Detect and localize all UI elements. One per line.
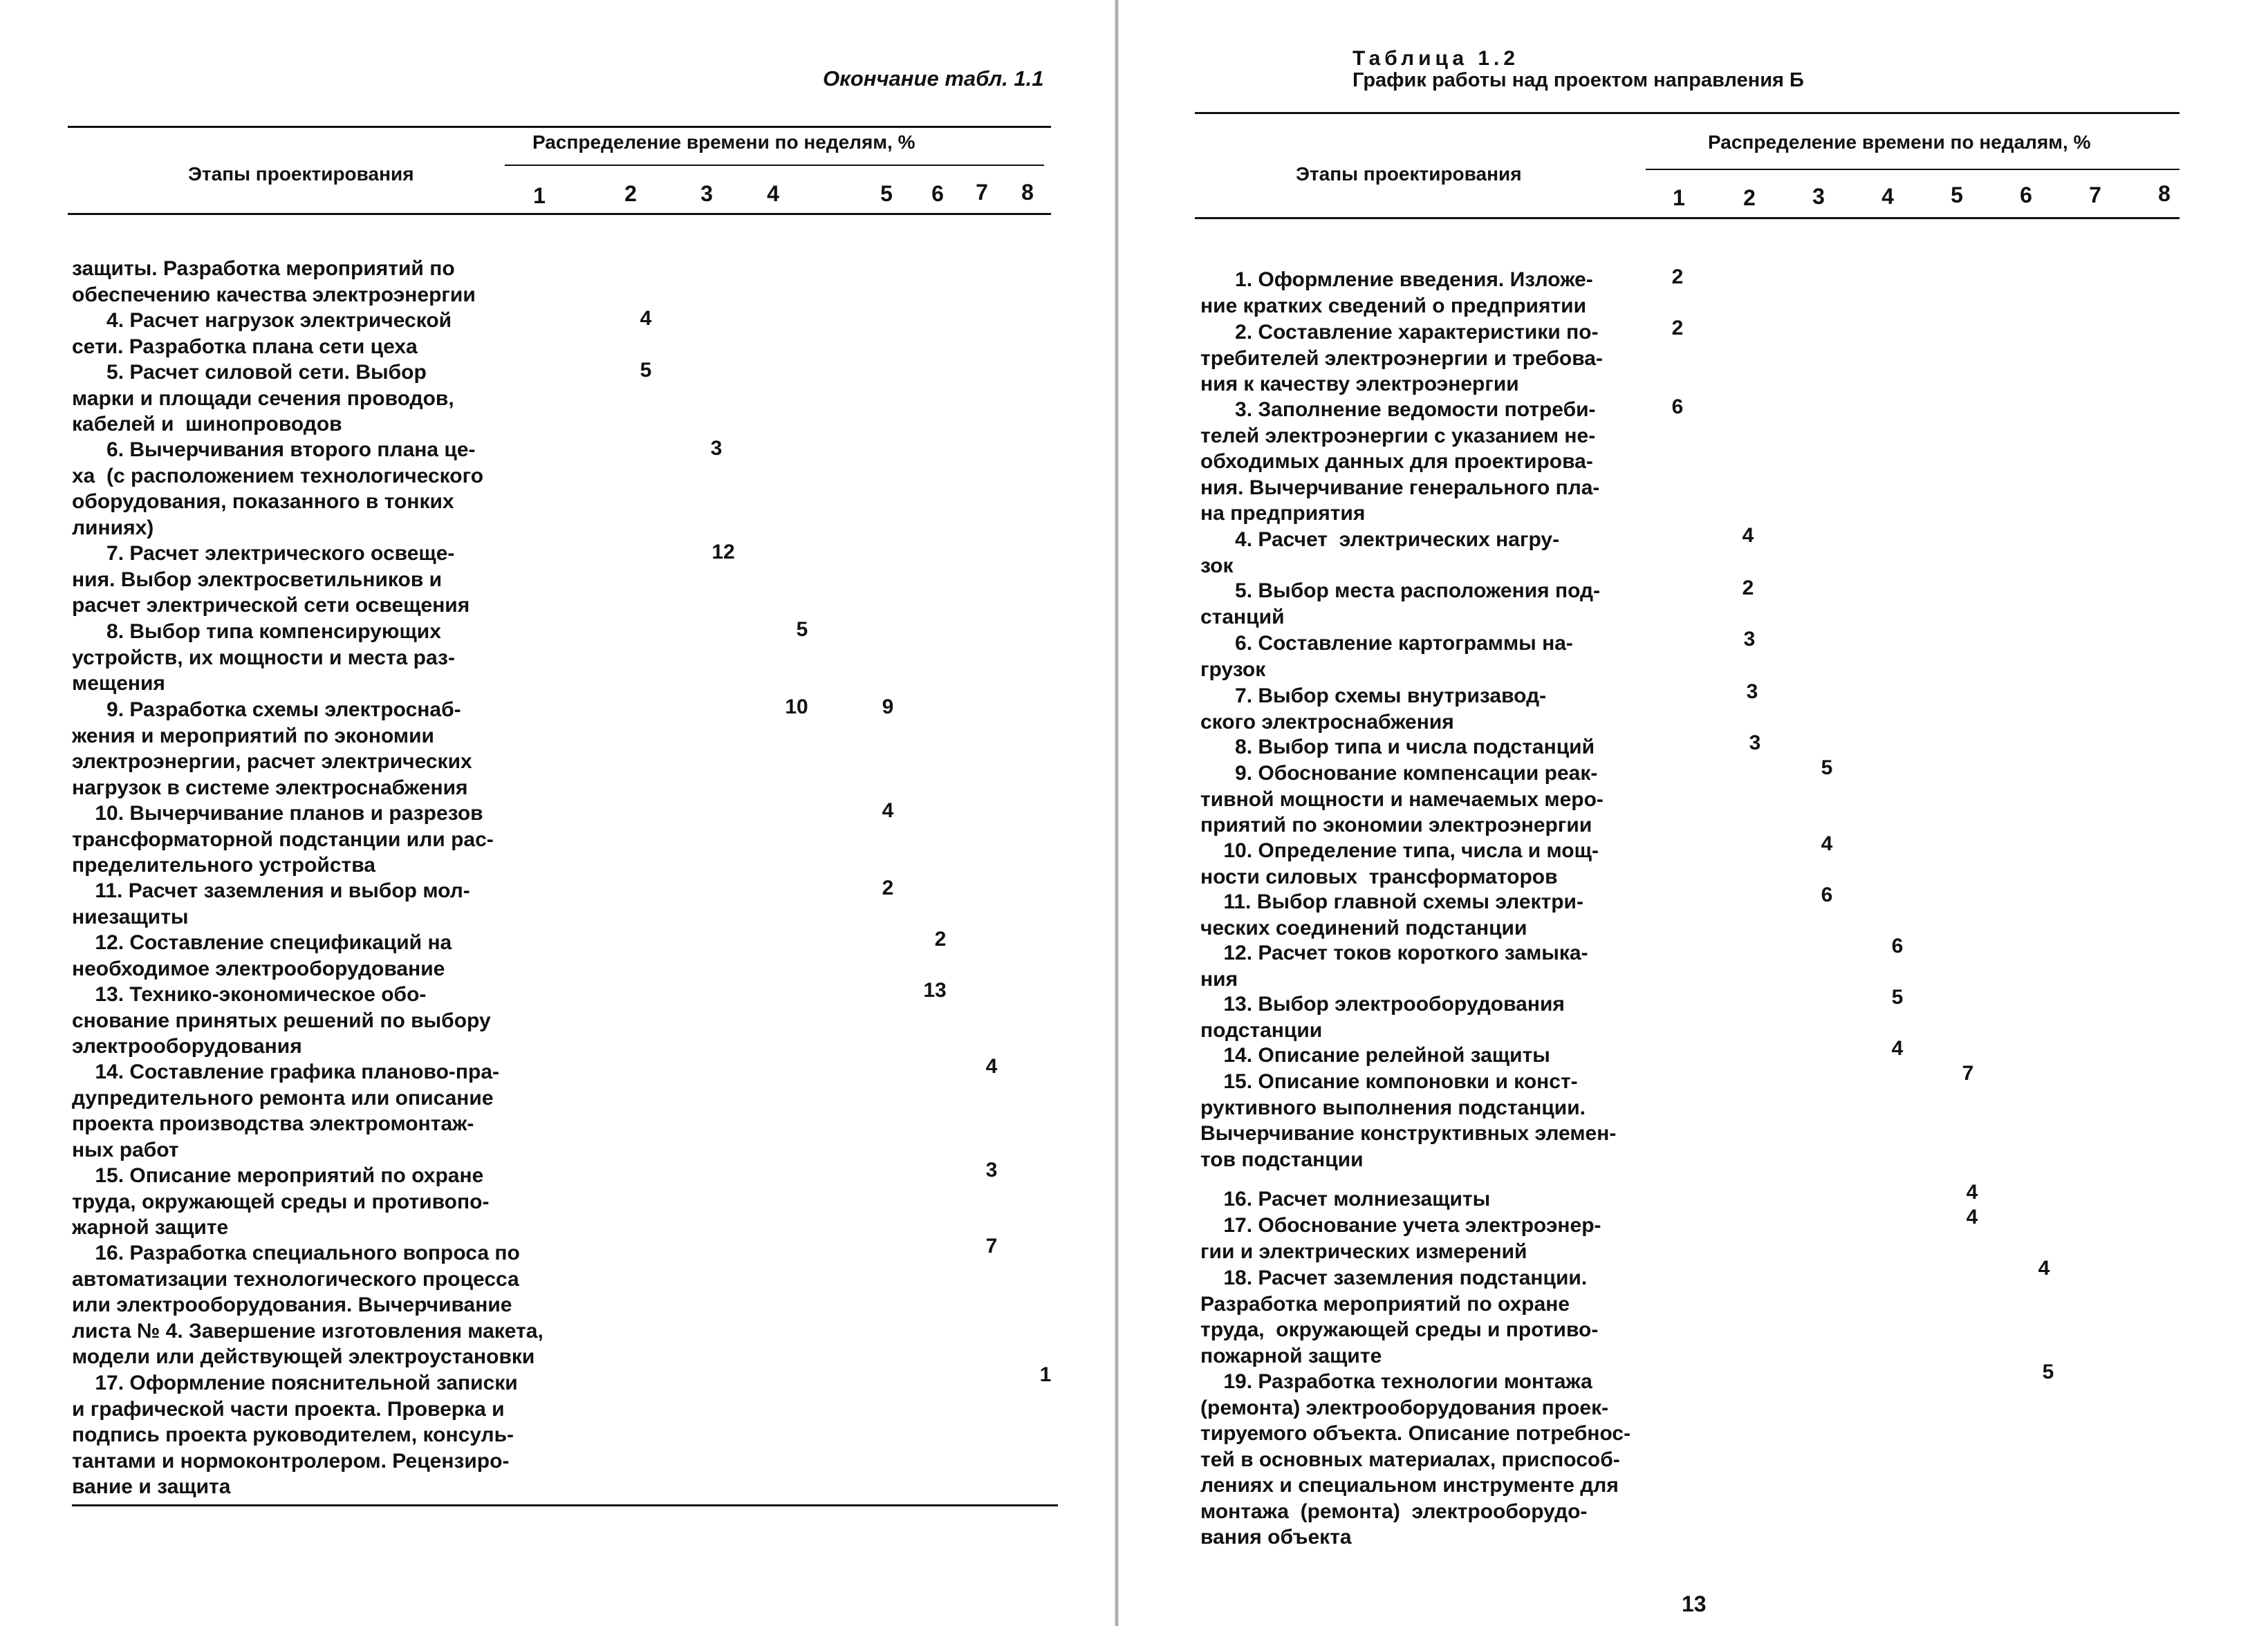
week-header: 2: [624, 181, 637, 206]
page-number: 13: [1682, 1591, 1707, 1616]
continuation-label: Окончание табл. 1.1: [823, 66, 1044, 91]
table-top-rule: [1195, 112, 2179, 114]
week-header: 4: [1881, 184, 1894, 209]
stages-column-header: Этапы проектирования: [1296, 163, 1522, 185]
table-row-value: 4: [1742, 524, 1754, 547]
table-row-stage: 14. Описание релейной защиты: [1200, 1044, 1550, 1067]
table-row-value: 2: [934, 928, 947, 951]
table-row-stage: 2. Составление характеристики по- требителей электроэнергии и требова- ния к качеству электроэнергии: [1200, 321, 1603, 395]
table-row-value: 2: [1671, 265, 1684, 288]
table-row-stage: 5. Расчет силовой сети. Выбор марки и площади сечения проводов, кабелей и шинопроводов: [72, 361, 454, 436]
table-row-value: 9: [882, 695, 894, 718]
table-row-value: 13: [923, 979, 947, 1002]
distribution-column-header: Распределение времени по недалям, %: [1708, 131, 2091, 153]
table-row-value: 3: [1743, 628, 1756, 651]
left-page: [0, 0, 1113, 1626]
table-row-value: 3: [985, 1159, 998, 1181]
week-header: 5: [880, 181, 893, 206]
table-row-stage: 13. Выбор электрооборудования подстанции: [1200, 993, 1565, 1042]
table-row-value: 4: [882, 799, 894, 822]
table-row-value: 6: [1821, 884, 1833, 906]
table-row-stage: 8. Выбор типа компенсирующих устройств, их мощности и места раз- мещения: [72, 620, 455, 695]
table-row-value: 5: [640, 359, 652, 382]
table-row-stage: 4. Расчет нагрузок электрической сети. Разработка плана сети цеха: [72, 309, 452, 358]
week-header: 3: [1812, 184, 1825, 209]
table-row-stage: 3. Заполнение ведомости потреби- телей электроэнергии с указанием не- обходимых данных для проектирова- ния. Вычерчивание генерального пла- на предприятия: [1200, 398, 1600, 525]
table-row-stage: 9. Разработка схемы электроснаб- жения и мероприятий по экономии электроэнергии, расчет электрических нагрузок в системе электроснабжения: [72, 698, 472, 799]
table-row-stage: 8. Выбор типа и числа подстанций: [1200, 736, 1595, 758]
table-row-stage: 5. Выбор места расположения под- станций: [1200, 579, 1601, 628]
table-row-value: 2: [1671, 317, 1684, 339]
table-row-stage: 1. Оформление введения. Изложе- ние кратких сведений о предприятии: [1200, 268, 1593, 317]
table-row-value: 4: [1966, 1206, 1978, 1228]
table-row-stage: 17. Обоснование учета электроэнер- гии и электрических измерений: [1200, 1214, 1601, 1263]
table-row-value: 2: [1742, 577, 1754, 599]
table-row-value: 7: [1962, 1062, 1974, 1085]
week-header: 6: [931, 181, 944, 206]
header-bottom-rule: [68, 213, 1051, 215]
table-row-value: 4: [1821, 832, 1833, 855]
week-header: 7: [976, 180, 988, 205]
week-header: 1: [1673, 185, 1685, 210]
week-header: 2: [1743, 185, 1756, 210]
table-row-value: 7: [985, 1235, 998, 1258]
table-row-stage: 12. Расчет токов короткого замыка- ния: [1200, 942, 1588, 991]
table-row-value: 10: [785, 695, 808, 718]
right-page: [1120, 0, 2268, 1626]
table-row-stage: 18. Расчет заземления подстанции. Разработка мероприятий по охране труда, окружающей среды и противо- пожарной защите: [1200, 1267, 1599, 1367]
table-row-stage: защиты. Разработка мероприятий по обеспечению качества электроэнергии: [72, 257, 476, 306]
table-row-value: 5: [2042, 1361, 2054, 1383]
table-row-stage: 12. Составление спецификаций на необходимое электрооборудование: [72, 931, 452, 980]
table-row-value: 1: [1039, 1363, 1052, 1386]
table-row-stage: 13. Технико-экономическое обо- снование принятых решений по выбору электрооборудования: [72, 983, 491, 1058]
table-row-stage: 17. Оформление пояснительной записки и графической части проекта. Проверка и подпись проекта руководителем, консуль- тантами и нормоконтролером. Рецензиро- вание и защита: [72, 1372, 518, 1498]
header-bottom-rule: [1195, 217, 2179, 219]
table-row-value: 4: [1891, 1037, 1904, 1060]
table-row-value: 6: [1671, 395, 1684, 418]
table-row-value: 5: [1891, 986, 1904, 1009]
table-row-stage: 16. Расчет молниезащиты: [1200, 1188, 1491, 1211]
table-row-stage: 6. Вычерчивания второго плана це- ха (с расположением технологического оборудования, показанного в тонких линиях): [72, 438, 484, 539]
table-row-stage: 11. Расчет заземления и выбор мол- ниезащиты: [72, 879, 470, 928]
week-header: 1: [533, 183, 546, 208]
table-row-value: 12: [712, 541, 735, 563]
table-title: График работы над проектом направления Б: [1353, 69, 1804, 91]
week-header: 7: [2089, 183, 2101, 207]
table-row-value: 2: [882, 877, 894, 899]
book-spine: [1115, 0, 1119, 1626]
table-row-stage: 15. Описание компоновки и конст- руктивного выполнения подстанции. Вычерчивание конструктивных элемен- тов подстанции: [1200, 1070, 1617, 1171]
table-label: Таблица 1.2: [1353, 47, 1520, 70]
table-row-stage: 7. Расчет электрического освеще- ния. Выбор электросветильников и расчет электрической сети освещения: [72, 542, 470, 617]
table-row-value: 5: [796, 618, 808, 641]
week-header: 8: [1021, 180, 1034, 205]
week-header: 4: [767, 181, 779, 206]
table-row-value: 3: [1746, 680, 1758, 703]
table-row-stage: 11. Выбор главной схемы электри- ческих соединений подстанции: [1200, 890, 1583, 940]
table-row-value: 4: [2038, 1257, 2050, 1280]
table-row-stage: 10. Вычерчивание планов и разрезов трансформаторной подстанции или рас- пределительного устройства: [72, 802, 494, 877]
table-row-value: 5: [1821, 756, 1833, 779]
header-sub-rule: [505, 165, 1044, 166]
stages-column-header: Этапы проектирования: [188, 163, 414, 185]
header-sub-rule: [1646, 169, 2179, 170]
table-bottom-rule: [72, 1504, 1058, 1506]
week-header: 6: [2020, 183, 2032, 207]
table-row-stage: 15. Описание мероприятий по охране труда, окружающей среды и противопо- жарной защите: [72, 1164, 490, 1239]
table-row-stage: 9. Обоснование компенсации реак- тивной мощности и намечаемых меро- приятий по экономии электроэнергии: [1200, 762, 1604, 837]
table-row-value: 3: [710, 437, 723, 460]
table-row-stage: 10. Определение типа, числа и мощ- ности силовых трансформаторов: [1200, 839, 1599, 888]
week-header: 8: [2158, 181, 2171, 206]
table-top-rule: [68, 126, 1051, 128]
table-row-stage: 16. Разработка специального вопроса по автоматизации технологического процесса или электрооборудования. Вычерчивание листа № 4. Завершение изготовления макета, модели или действующей электроустановки: [72, 1242, 543, 1368]
table-row-value: 4: [985, 1055, 998, 1078]
table-row-value: 3: [1749, 731, 1761, 754]
table-row-stage: 6. Составление картограммы на- грузок: [1200, 632, 1573, 681]
table-row-stage: 7. Выбор схемы внутризавод- ского электроснабжения: [1200, 684, 1547, 733]
distribution-column-header: Распределение времени по неделям, %: [532, 131, 915, 153]
table-row-stage: 19. Разработка технологии монтажа (ремонта) электрооборудования проек- тируемого объекта. Описание потребнос- тей в основных материалах, приспособ- лениях и специальном инструменте для монтажа (ремонта) электрооборудо- вания объекта: [1200, 1370, 1631, 1549]
table-row-value: 4: [640, 307, 652, 330]
table-row-stage: 14. Составление графика планово-пра- дупредительного ремонта или описание проекта производства электромонтаж- ных работ: [72, 1060, 500, 1161]
week-header: 3: [700, 181, 713, 206]
table-row-value: 4: [1966, 1181, 1978, 1204]
week-header: 5: [1951, 183, 1963, 207]
table-row-stage: 4. Расчет электрических нагру- зок: [1200, 528, 1560, 577]
table-row-value: 6: [1891, 935, 1904, 957]
